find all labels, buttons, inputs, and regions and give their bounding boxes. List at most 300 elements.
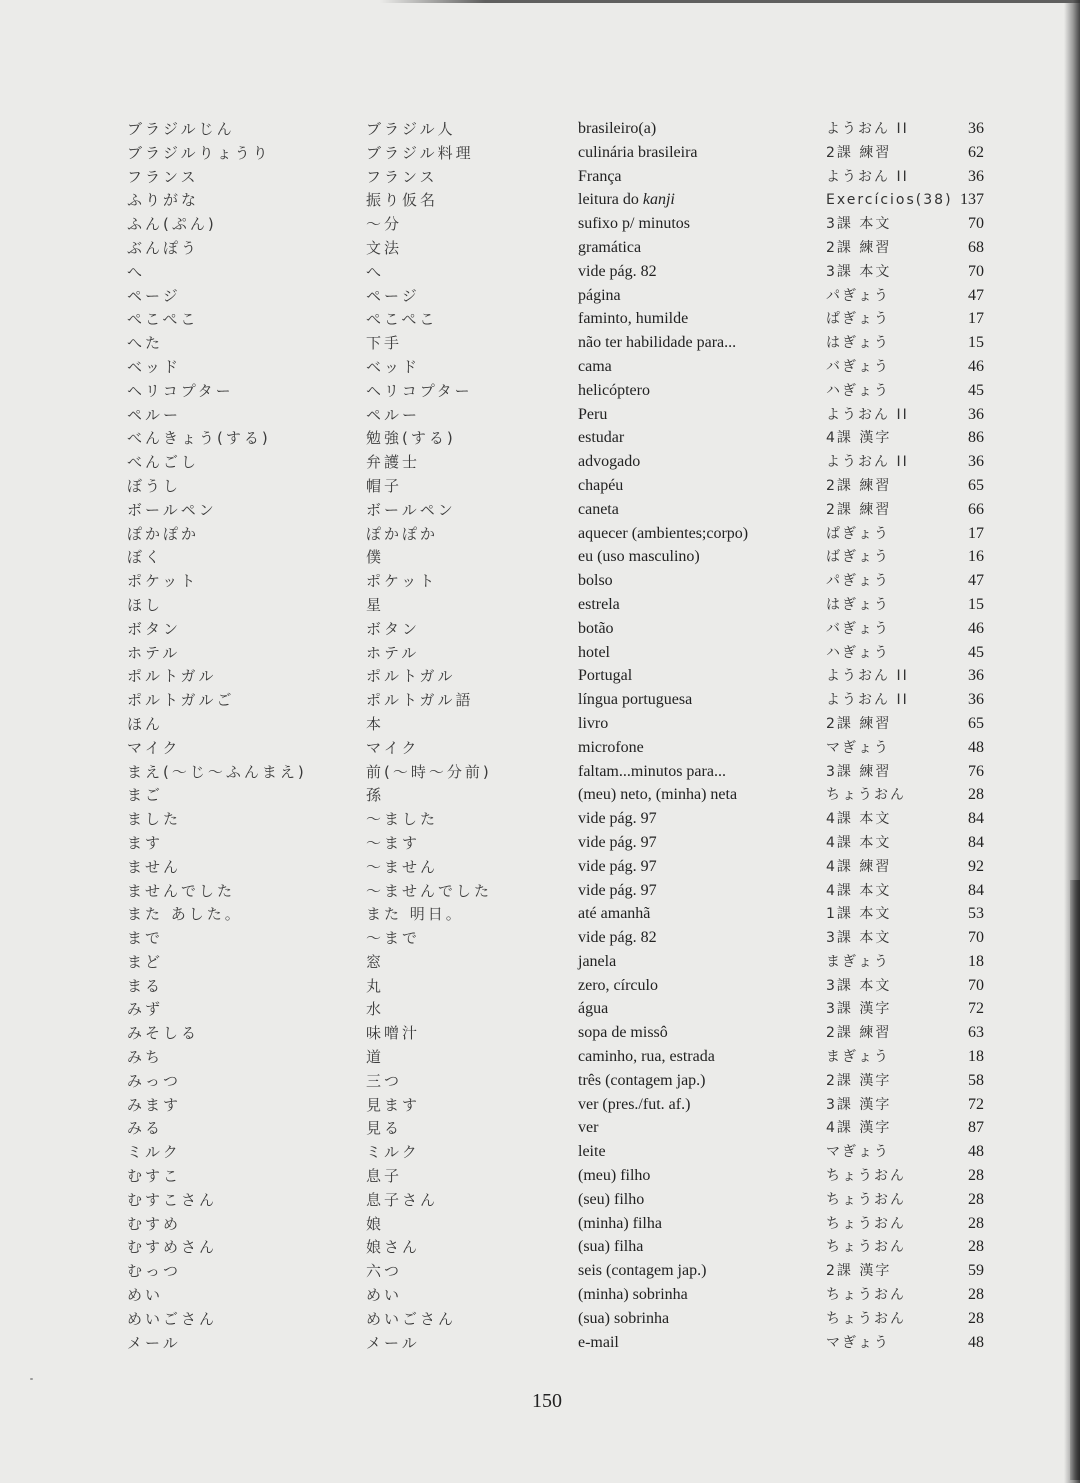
portuguese-meaning: culinária brasileira (578, 143, 698, 161)
kanji-writing: ミルク (366, 1143, 420, 1162)
kanji-writing: 娘 (366, 1214, 385, 1233)
vocab-row (0, 783, 1060, 807)
lesson-reference: マぎょう (826, 1144, 890, 1161)
page-reference: 36 (968, 405, 984, 423)
page-reference: 48 (968, 738, 984, 756)
vocab-row (0, 1188, 1060, 1212)
lesson-reference: ちょうおん (826, 1191, 906, 1208)
vocab-row (0, 1021, 1060, 1045)
kana-reading: ません (127, 857, 182, 876)
page-reference: 48 (968, 1143, 984, 1161)
page-reference: 48 (968, 1333, 984, 1351)
kanji-writing: ベッド (366, 357, 421, 376)
portuguese-meaning: aquecer (ambientes;corpo) (578, 524, 749, 542)
page-reference: 46 (968, 619, 984, 637)
page-reference: 36 (968, 120, 984, 137)
lesson-reference: ちょうおん (826, 1215, 906, 1232)
page-edge-shadow-right (1064, 0, 1080, 1483)
portuguese-meaning: bolso (578, 572, 613, 590)
portuguese-meaning: Portugal (578, 667, 633, 685)
kana-reading: むすめさん (127, 1238, 218, 1257)
kana-reading: ぺこぺこ (127, 310, 199, 329)
lesson-reference: ぱぎょう (826, 311, 890, 328)
vocab-row (0, 974, 1060, 998)
lesson-reference: パぎょう (826, 287, 890, 304)
portuguese-meaning: vide pág. 82 (578, 929, 657, 947)
kana-reading: ページ (127, 286, 181, 305)
kanji-writing: めいごさん (366, 1309, 457, 1328)
page-reference: 36 (968, 453, 984, 471)
vocab-row (0, 1331, 1060, 1355)
vocab-row (0, 1140, 1060, 1164)
vocabulary-table (0, 117, 1060, 1354)
kana-reading: ぽかぽか (127, 524, 200, 543)
page-reference: 70 (968, 929, 984, 947)
kanji-writing: 〜ません (366, 857, 439, 876)
page-reference: 17 (968, 310, 984, 328)
kanji-writing: 下手 (366, 334, 403, 353)
kanji-writing: 〜ませんでした (366, 881, 493, 900)
kanji-writing: 娘さん (366, 1238, 421, 1257)
kana-reading: まご (127, 786, 164, 805)
kanji-writing: ポルトガル (366, 667, 456, 686)
portuguese-meaning: e-mail (578, 1333, 619, 1351)
kanji-writing: フランス (366, 167, 438, 186)
kana-reading: むっつ (127, 1262, 182, 1281)
kana-reading: ペルー (127, 405, 182, 424)
page-reference: 36 (968, 667, 984, 685)
kanji-writing: ヘリコプター (366, 381, 473, 400)
page-number: 150 (532, 1390, 562, 1412)
lesson-reference: Exercícios(38) (826, 192, 953, 209)
kanji-writing: 星 (366, 595, 385, 614)
lesson-reference: 3課 本文 (826, 216, 892, 233)
vocab-row (0, 426, 1060, 450)
kanji-writing: 見ます (366, 1095, 421, 1114)
kanji-writing: ホテル (366, 643, 420, 662)
lesson-reference: まぎょう (826, 1049, 890, 1066)
kana-reading: みず (127, 1000, 164, 1019)
kana-reading: ました (127, 810, 182, 829)
page-reference: 28 (968, 1167, 984, 1185)
lesson-reference: 2課 漢字 (826, 1263, 892, 1280)
kanji-writing: 六つ (366, 1262, 403, 1281)
kana-reading: めいごさん (127, 1309, 218, 1328)
kanji-writing: 三つ (366, 1071, 403, 1090)
kana-reading: また あした。 (127, 905, 243, 924)
kana-reading: めい (127, 1286, 164, 1305)
kanji-writing: マイク (366, 738, 420, 757)
page-reference: 36 (968, 167, 984, 185)
lesson-reference: 1課 本文 (826, 906, 892, 923)
vocab-row (0, 641, 1060, 665)
kanji-writing: 文法 (366, 238, 403, 257)
lesson-reference: 2課 練習 (826, 239, 892, 256)
vocab-row (0, 760, 1060, 784)
portuguese-meaning: gramática (578, 238, 642, 256)
vocab-row (0, 926, 1060, 950)
page-reference: 46 (968, 357, 984, 375)
portuguese-meaning: zero, círculo (578, 976, 658, 994)
kana-reading: ぼく (127, 548, 164, 567)
lesson-reference: 4課 本文 (826, 882, 892, 899)
page-reference: 18 (968, 952, 984, 970)
kana-reading: みっつ (127, 1071, 182, 1090)
lesson-reference: 4課 本文 (826, 811, 892, 828)
page-reference: 28 (968, 786, 984, 804)
vocab-row (0, 1307, 1060, 1331)
lesson-reference: はぎょう (826, 596, 890, 613)
vocab-row (0, 450, 1060, 474)
portuguese-meaning: caneta (578, 500, 619, 518)
kana-reading: ぶんぽう (127, 238, 200, 257)
vocab-row (0, 1235, 1060, 1259)
vocab-row (0, 593, 1060, 617)
kanji-writing: 道 (366, 1048, 385, 1067)
page-reference: 62 (968, 143, 984, 161)
vocab-row (0, 212, 1060, 236)
lesson-reference: 3課 漢字 (826, 1001, 892, 1018)
kana-reading: ベッド (127, 357, 182, 376)
vocab-row (0, 997, 1060, 1021)
kanji-writing: 本 (366, 714, 385, 733)
vocab-row (0, 1259, 1060, 1283)
kana-reading: みち (127, 1048, 164, 1067)
kanji-writing: 水 (366, 1000, 385, 1019)
portuguese-meaning: advogado (578, 453, 641, 471)
kana-reading: ブラジルりょうり (127, 143, 271, 162)
kana-reading: ポルトガルご (127, 691, 235, 710)
page-reference: 70 (968, 215, 984, 233)
vocab-row (0, 141, 1060, 165)
vocab-row (0, 569, 1060, 593)
page-reference: 28 (968, 1190, 984, 1208)
lesson-reference: ちょうおん (826, 787, 906, 804)
kana-reading: むすこさん (127, 1190, 218, 1209)
kanji-writing: 振り仮名 (366, 191, 439, 210)
kana-reading: ホテル (127, 643, 181, 662)
vocab-row (0, 879, 1060, 903)
lesson-reference: ようおん II (826, 406, 909, 423)
vocab-row (0, 1116, 1060, 1140)
kanji-writing: ポケット (366, 572, 438, 591)
lesson-reference: 2課 練習 (826, 715, 892, 732)
kana-reading: メール (127, 1333, 181, 1352)
kanji-writing: ぺこぺこ (366, 310, 438, 329)
vocab-row (0, 165, 1060, 189)
vocab-row (0, 617, 1060, 641)
kanji-writing: ブラジル人 (366, 120, 456, 138)
kana-reading: ミルク (127, 1143, 181, 1162)
kana-reading: まど (127, 952, 164, 971)
page-reference: 65 (968, 714, 984, 732)
portuguese-meaning: Peru (578, 405, 608, 423)
lesson-reference: 3課 本文 (826, 263, 892, 280)
page-reference: 17 (968, 524, 984, 542)
kana-reading: ふりがな (127, 191, 200, 210)
vocab-row (0, 188, 1060, 212)
portuguese-meaning: chapéu (578, 476, 624, 494)
portuguese-meaning: (minha) sobrinha (578, 1286, 688, 1304)
lesson-reference: ちょうおん (826, 1310, 906, 1327)
kana-reading: ボールペン (127, 500, 217, 519)
kanji-writing: ブラジル料理 (366, 143, 474, 162)
lesson-reference: ハぎょう (826, 644, 890, 661)
page-reference: 84 (968, 881, 984, 899)
page-reference: 86 (968, 429, 984, 447)
page-reference: 63 (968, 1024, 984, 1042)
portuguese-meaning: leitura do kanji (578, 191, 675, 209)
vocab-row (0, 688, 1060, 712)
portuguese-meaning: estudar (578, 429, 625, 447)
lesson-reference: まぎょう (826, 953, 890, 970)
vocab-row (0, 379, 1060, 403)
page-reference: 18 (968, 1048, 984, 1066)
kana-reading: まる (127, 976, 164, 995)
page-reference: 137 (960, 191, 984, 209)
kanji-writing: 帽子 (366, 476, 403, 495)
lesson-reference: 2課 練習 (826, 501, 892, 518)
page-reference: 84 (968, 810, 984, 828)
portuguese-meaning: ver (pres./fut. af.) (578, 1095, 691, 1113)
kanji-writing: ペルー (366, 405, 421, 424)
kanji-writing: 前(〜時〜分前) (366, 762, 492, 781)
kanji-writing: めい (366, 1286, 403, 1305)
lesson-reference: 4課 漢字 (826, 1120, 892, 1137)
vocab-row (0, 1164, 1060, 1188)
kanji-italic: kanji (642, 191, 675, 209)
portuguese-meaning: brasileiro(a) (578, 120, 657, 137)
kana-reading: マイク (127, 738, 181, 757)
lesson-reference: マぎょう (826, 739, 890, 756)
kana-reading: へ (127, 262, 146, 281)
kana-reading: むすこ (127, 1167, 182, 1186)
page-reference: 70 (968, 262, 984, 280)
kana-reading: ポルトガル (127, 667, 217, 686)
portuguese-meaning: sufixo p/ minutos (578, 215, 691, 233)
kanji-writing: 〜ます (366, 833, 421, 852)
lesson-reference: ばぎょう (826, 549, 890, 566)
lesson-reference: 4課 漢字 (826, 430, 892, 447)
page-reference: 72 (968, 1000, 984, 1018)
page-reference: 28 (968, 1214, 984, 1232)
lesson-reference: バぎょう (826, 620, 890, 637)
page-reference: 16 (968, 548, 984, 566)
page-reference: 65 (968, 476, 984, 494)
lesson-reference: はぎょう (826, 335, 890, 352)
lesson-reference: ようおん II (826, 692, 909, 709)
portuguese-meaning: vide pág. 97 (578, 810, 657, 828)
vocab-row (0, 855, 1060, 879)
portuguese-meaning: vide pág. 97 (578, 881, 657, 899)
kanji-writing: 味噌汁 (366, 1024, 421, 1043)
kana-reading: へた (127, 334, 164, 353)
vocab-row (0, 307, 1060, 331)
vocab-row (0, 712, 1060, 736)
lesson-reference: 2課 漢字 (826, 1072, 892, 1089)
portuguese-meaning: faltam...minutos para... (578, 762, 726, 780)
kanji-writing: 孫 (366, 786, 385, 805)
vocab-row (0, 1212, 1060, 1236)
page-reference: 28 (968, 1286, 984, 1304)
vocab-row (0, 331, 1060, 355)
page-reference: 92 (968, 857, 984, 875)
lesson-reference: ぱぎょう (826, 525, 890, 542)
portuguese-meaning: caminho, rua, estrada (578, 1048, 715, 1066)
portuguese-meaning: até amanhã (578, 905, 651, 923)
vocab-row (0, 807, 1060, 831)
kana-reading: ボタン (127, 619, 182, 638)
kanji-writing: 窓 (366, 952, 385, 971)
vocab-row (0, 1045, 1060, 1069)
page-reference: 28 (968, 1238, 984, 1256)
kana-reading: まで (127, 929, 164, 948)
kanji-writing: 〜まで (366, 929, 421, 948)
portuguese-meaning: não ter habilidade para... (578, 334, 737, 352)
portuguese-meaning: eu (uso masculino) (578, 548, 700, 566)
portuguese-meaning: estrela (578, 595, 620, 613)
portuguese-meaning: botão (578, 619, 614, 637)
kana-reading: ブラジルじん (127, 120, 235, 138)
portuguese-meaning: janela (578, 952, 617, 970)
lesson-reference: ちょうおん (826, 1168, 906, 1185)
portuguese-meaning: seis (contagem jap.) (578, 1262, 707, 1280)
page-reference: 70 (968, 976, 984, 994)
kanji-writing: ポルトガル語 (366, 691, 474, 710)
vocab-row (0, 403, 1060, 427)
page-reference: 47 (968, 572, 984, 590)
vocab-row (0, 498, 1060, 522)
kanji-writing: ボールペン (366, 500, 456, 519)
kana-reading: ませんでした (127, 881, 236, 900)
lesson-reference: 3課 本文 (826, 930, 892, 947)
portuguese-meaning: sopa de missô (578, 1024, 668, 1042)
lesson-reference: 2課 練習 (826, 144, 892, 161)
lesson-reference: 4課 本文 (826, 834, 892, 851)
lesson-reference: ようおん II (826, 668, 909, 685)
page-reference: 76 (968, 762, 984, 780)
vocab-row (0, 736, 1060, 760)
portuguese-meaning: leite (578, 1143, 606, 1161)
lesson-reference: 3課 漢字 (826, 1096, 892, 1113)
portuguese-meaning: três (contagem jap.) (578, 1071, 706, 1089)
portuguese-meaning: (seu) filho (578, 1190, 645, 1208)
kanji-writing: メール (366, 1333, 420, 1352)
scan-speck (30, 1378, 33, 1380)
kana-reading: みる (127, 1119, 164, 1138)
kanji-writing: 〜ました (366, 810, 439, 829)
lesson-reference: 3課 本文 (826, 977, 892, 994)
kana-reading: フランス (127, 167, 199, 186)
page-reference: 47 (968, 286, 984, 304)
kana-reading: むすめ (127, 1214, 182, 1233)
vocab-row (0, 284, 1060, 308)
kana-reading: ふん(ぷん) (127, 215, 217, 234)
vocab-row (0, 355, 1060, 379)
page-reference: 58 (968, 1071, 984, 1089)
page-reference: 45 (968, 643, 984, 661)
page-reference: 59 (968, 1262, 984, 1280)
lesson-reference: ちょうおん (826, 1287, 906, 1304)
portuguese-meaning: língua portuguesa (578, 691, 693, 709)
portuguese-meaning: faminto, humilde (578, 310, 689, 328)
portuguese-meaning: helicóptero (578, 381, 650, 399)
page-reference: 84 (968, 833, 984, 851)
kanji-writing: 〜分 (366, 215, 403, 234)
portuguese-meaning: (sua) filha (578, 1238, 644, 1256)
kanji-writing: 弁護士 (366, 453, 421, 472)
portuguese-meaning: livro (578, 714, 609, 732)
kanji-writing: ページ (366, 286, 420, 305)
vocab-row (0, 545, 1060, 569)
page-reference: 72 (968, 1095, 984, 1113)
kanji-writing: 見る (366, 1119, 403, 1138)
kana-reading: ぼうし (127, 476, 182, 495)
portuguese-meaning: (meu) neto, (minha) neta (578, 786, 738, 804)
kanji-writing: 僕 (366, 548, 385, 567)
kana-reading: べんごし (127, 453, 200, 472)
kana-reading: べんきょう(する) (127, 429, 271, 448)
page-reference: 15 (968, 595, 984, 613)
vocab-row (0, 950, 1060, 974)
portuguese-meaning: (minha) filha (578, 1214, 662, 1232)
page-reference: 15 (968, 334, 984, 352)
portuguese-meaning: vide pág. 97 (578, 833, 657, 851)
page-reference: 45 (968, 381, 984, 399)
portuguese-meaning: ver (578, 1119, 599, 1137)
portuguese-meaning: (meu) filho (578, 1167, 651, 1185)
portuguese-meaning: página (578, 286, 621, 304)
page-reference: 28 (968, 1309, 984, 1327)
page-reference: 66 (968, 500, 984, 518)
vocab-row (0, 1069, 1060, 1093)
vocab-row (0, 474, 1060, 498)
kanji-writing: 息子さん (366, 1190, 439, 1209)
kanji-writing: ぽかぽか (366, 524, 439, 543)
vocab-row (0, 236, 1060, 260)
lesson-reference: ようおん II (826, 454, 909, 471)
vocab-row (0, 1283, 1060, 1307)
portuguese-meaning: microfone (578, 738, 644, 756)
lesson-reference: マぎょう (826, 1334, 890, 1351)
portuguese-meaning: hotel (578, 643, 610, 661)
kanji-writing: ボタン (366, 619, 421, 638)
lesson-reference: 2課 練習 (826, 477, 892, 494)
kana-reading: ほし (127, 595, 164, 614)
lesson-reference: 2課 練習 (826, 1025, 892, 1042)
portuguese-meaning: (sua) sobrinha (578, 1309, 670, 1327)
lesson-reference: ハぎょう (826, 382, 890, 399)
page-reference: 36 (968, 691, 984, 709)
vocab-row (0, 831, 1060, 855)
lesson-reference: ようおん II (826, 121, 909, 137)
vocab-row (0, 522, 1060, 546)
kanji-writing: 丸 (366, 976, 385, 995)
vocab-row (0, 117, 1060, 141)
lesson-reference: 4課 練習 (826, 858, 892, 875)
kanji-writing: また 明日。 (366, 905, 464, 924)
page-reference: 87 (968, 1119, 984, 1137)
kana-reading: みそしる (127, 1024, 200, 1043)
kana-reading: ポケット (127, 572, 199, 591)
vocab-row (0, 902, 1060, 926)
vocab-row (0, 1093, 1060, 1117)
kanji-writing: 勉強(する) (366, 429, 456, 448)
kana-reading: ほん (127, 714, 164, 733)
lesson-reference: バぎょう (826, 358, 890, 375)
page-edge-shadow-top (380, 0, 1080, 3)
kana-reading: まえ(〜じ〜ふんまえ) (127, 762, 307, 781)
